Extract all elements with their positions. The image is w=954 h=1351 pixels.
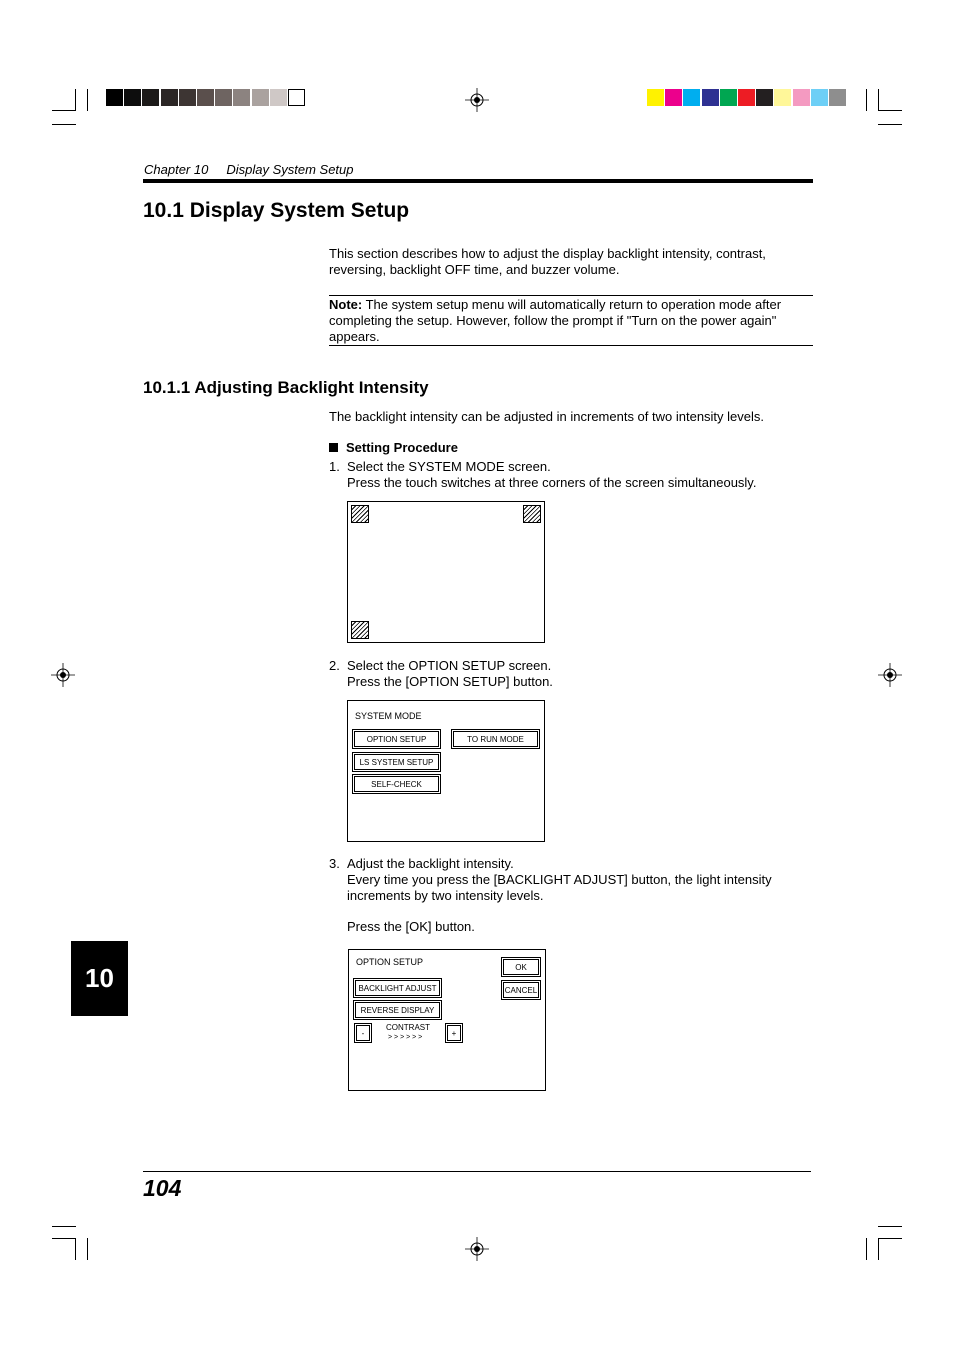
step-line: Select the SYSTEM MODE screen. [347, 459, 551, 474]
crop-mark [75, 1238, 76, 1260]
calibration-swatch [161, 89, 178, 106]
step-number: 3. [329, 856, 340, 871]
note-block [329, 297, 813, 345]
crop-mark [878, 1238, 879, 1260]
calibration-swatch [215, 89, 232, 106]
step-text: Press the [OK] button. [347, 919, 475, 934]
calibration-swatch [647, 89, 664, 106]
step-line: Adjust the backlight intensity. [347, 856, 514, 871]
button-label: SELF-CHECK [354, 776, 439, 792]
self-check-button[interactable] [352, 774, 441, 794]
header-rule [143, 179, 813, 183]
crop-mark [878, 89, 879, 111]
step-line: Press the [OPTION SETUP] button. [347, 674, 553, 689]
backlight-adjust-button[interactable] [353, 978, 442, 998]
procedure-label: Setting Procedure [346, 440, 458, 455]
calibration-swatch [702, 89, 719, 106]
calibration-swatch [756, 89, 773, 106]
registration-mark-icon [878, 663, 902, 687]
registration-mark-icon [465, 1237, 489, 1261]
ls-system-setup-button[interactable] [352, 752, 441, 772]
crop-mark [878, 124, 902, 125]
subsection-title: 10.1.1 Adjusting Backlight Intensity [143, 378, 429, 397]
calibration-swatch [720, 89, 737, 106]
step-text [347, 459, 813, 491]
button-label: LS SYSTEM SETUP [354, 754, 439, 770]
crop-mark [878, 110, 902, 111]
calibration-swatch [106, 89, 123, 106]
note-top-rule [329, 295, 813, 296]
section-intro: This section describes how to adjust the display backlight intensity, contrast, reversing, backlight OFF time, and buzzer volume. [329, 246, 766, 277]
crop-mark [878, 1226, 902, 1227]
to-run-mode-button[interactable] [451, 729, 540, 749]
crop-mark [52, 1238, 76, 1239]
calibration-swatch [142, 89, 159, 106]
button-label: BACKLIGHT ADJUST [355, 980, 440, 996]
crop-mark [87, 89, 88, 111]
calibration-swatch [683, 89, 700, 106]
touch-corner-top-right[interactable] [523, 505, 541, 523]
screen-title: SYSTEM MODE [355, 711, 422, 721]
note-text: The system setup menu will automatically return to operation mode after completing the setup. However, follow the prompt if "Turn on the power again" appears. [329, 297, 782, 344]
contrast-level: > > > > > > [388, 1034, 423, 1041]
calibration-swatch [124, 89, 141, 106]
calibration-swatch [197, 89, 214, 106]
page-number: 104 [143, 1175, 182, 1201]
step-line: Select the OPTION SETUP screen. [347, 658, 552, 673]
button-label: OK [503, 959, 539, 975]
calibration-swatch [793, 89, 810, 106]
contrast-increase-button[interactable] [445, 1023, 463, 1043]
running-head [144, 162, 372, 177]
step-number: 1. [329, 459, 340, 474]
procedure-heading [329, 440, 458, 455]
note-label: Note: [329, 297, 363, 312]
contrast-decrease-button[interactable] [354, 1023, 372, 1043]
ok-button[interactable] [501, 957, 541, 977]
screen-title: OPTION SETUP [356, 957, 424, 967]
button-label: - [356, 1025, 370, 1041]
calibration-swatch [252, 89, 269, 106]
crop-mark [52, 1226, 76, 1227]
chapter-title: Display System Setup [226, 162, 354, 177]
calibration-swatch [233, 89, 250, 106]
button-label: CANCEL [503, 982, 539, 998]
calibration-swatch [811, 89, 828, 106]
chapter-tab: 10 [71, 941, 128, 1016]
chapter-label: Chapter 10 [144, 162, 209, 177]
footer-rule [143, 1171, 811, 1172]
note-bottom-rule [329, 345, 813, 346]
crop-mark [87, 1238, 88, 1260]
contrast-label: CONTRAST [386, 1023, 430, 1032]
crop-mark [75, 89, 76, 111]
crop-mark [52, 124, 76, 125]
calibration-swatch [665, 89, 682, 106]
step-line: Every time you press the [BACKLIGHT ADJUST] button, the light intensity increments by two intensity levels. [347, 872, 772, 903]
square-bullet-icon [329, 443, 338, 452]
step-text [347, 658, 813, 690]
crop-mark [878, 1238, 902, 1239]
crop-mark [866, 89, 867, 111]
button-label: OPTION SETUP [354, 731, 439, 747]
calibration-swatch [179, 89, 196, 106]
reverse-display-button[interactable] [353, 1000, 442, 1020]
calibration-swatch [288, 89, 305, 106]
crop-mark [52, 110, 76, 111]
crop-mark [866, 1238, 867, 1260]
registration-mark-icon [465, 88, 489, 112]
step-number: 2. [329, 658, 340, 673]
calibration-swatch [270, 89, 287, 106]
calibration-swatch [738, 89, 755, 106]
button-label: + [447, 1025, 461, 1041]
registration-mark-icon [51, 663, 75, 687]
calibration-swatch [829, 89, 846, 106]
touch-corner-top-left[interactable] [351, 505, 369, 523]
button-label: TO RUN MODE [453, 731, 538, 747]
touch-corner-bottom-left[interactable] [351, 621, 369, 639]
blank-screen-diagram [347, 501, 545, 643]
cancel-button[interactable] [501, 980, 541, 1000]
section-title: 10.1 Display System Setup [143, 199, 410, 222]
button-label: REVERSE DISPLAY [355, 1002, 440, 1018]
system-mode-screen [347, 700, 545, 842]
calibration-swatch [774, 89, 791, 106]
option-setup-button[interactable] [352, 729, 441, 749]
step-line: Press the touch switches at three corners of the screen simultaneously. [347, 475, 757, 490]
step-text [347, 856, 813, 904]
option-setup-screen [348, 949, 546, 1091]
subsection-intro: The backlight intensity can be adjusted in increments of two intensity levels. [329, 409, 765, 424]
